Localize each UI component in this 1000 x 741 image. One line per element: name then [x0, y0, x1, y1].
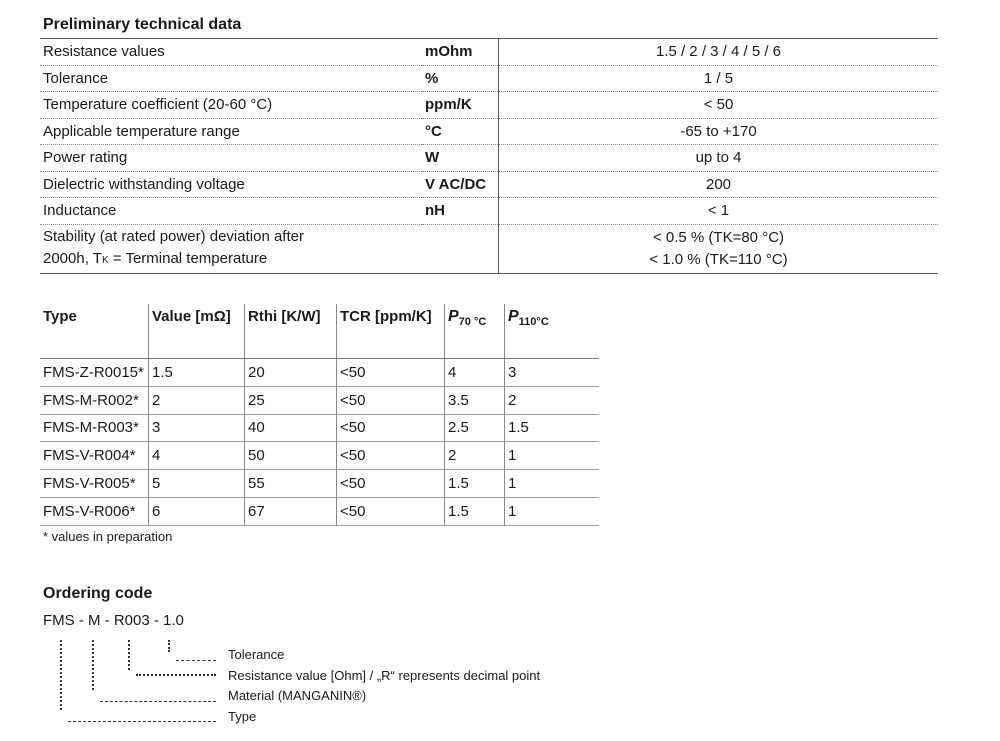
type-leader — [60, 640, 62, 710]
cell-p110: 1 — [505, 442, 600, 470]
tech-value: 1.5 / 2 / 3 / 4 / 5 / 6 — [499, 39, 939, 66]
tech-unit: % — [422, 65, 499, 92]
tech-unit — [422, 224, 499, 273]
cell-rthi: 50 — [245, 442, 337, 470]
tech-value: < 1 — [499, 198, 939, 225]
table-row — [40, 442, 599, 470]
col-tcr: TCR [ppm/K] — [337, 304, 445, 359]
tech-unit: °C — [422, 118, 499, 145]
tolerance-leader-h — [176, 660, 216, 661]
type-table — [40, 304, 599, 526]
cell-type: FMS-V-R006* — [40, 497, 149, 525]
label-resistance: Resistance value [Ohm] / „R“ represents decimal point — [228, 668, 541, 683]
cell-type: FMS-M-R003* — [40, 414, 149, 442]
label-tolerance: Tolerance — [228, 647, 285, 662]
cell-tcr: <50 — [337, 359, 445, 387]
tech-row — [40, 118, 938, 145]
cell-tcr: <50 — [337, 414, 445, 442]
cell-tcr: <50 — [337, 470, 445, 498]
type-leader-h — [68, 721, 216, 722]
col-type: Type — [40, 304, 149, 359]
tech-unit: V AC/DC — [422, 171, 499, 198]
col-value: Value [mΩ] — [149, 304, 245, 359]
label-material: Material (MANGANIN®) — [228, 688, 367, 703]
tech-param: Stability (at rated power) deviation after 2000h, TK = Terminal temperature — [40, 224, 422, 273]
table-row — [40, 414, 599, 442]
cell-type: FMS-V-R005* — [40, 470, 149, 498]
footnote: * values in preparation — [43, 529, 173, 544]
cell-p70: 4 — [445, 359, 505, 387]
cell-value: 5 — [149, 470, 245, 498]
tech-row — [40, 198, 938, 225]
tech-row — [40, 39, 938, 66]
tech-value: < 50 — [499, 92, 939, 119]
cell-p110: 1.5 — [505, 414, 600, 442]
cell-type: FMS-Z-R0015* — [40, 359, 149, 387]
tech-unit: nH — [422, 198, 499, 225]
cell-tcr: <50 — [337, 442, 445, 470]
tech-value: 1 / 5 — [499, 65, 939, 92]
tech-param: Dielectric withstanding voltage — [40, 171, 422, 198]
cell-p110: 2 — [505, 386, 600, 414]
tech-row — [40, 145, 938, 172]
cell-p70: 1.5 — [445, 497, 505, 525]
cell-type: FMS-V-R004* — [40, 442, 149, 470]
tech-row — [40, 171, 938, 198]
tech-param: Applicable temperature range — [40, 118, 422, 145]
material-leader — [92, 640, 94, 690]
cell-rthi: 20 — [245, 359, 337, 387]
cell-tcr: <50 — [337, 497, 445, 525]
table-row — [40, 497, 599, 525]
resistance-leader-h — [136, 674, 216, 676]
ordering-code: FMS - M - R003 - 1.0 — [43, 612, 184, 629]
cell-value: 1.5 — [149, 359, 245, 387]
cell-value: 6 — [149, 497, 245, 525]
table-row — [40, 386, 599, 414]
cell-p70: 2 — [445, 442, 505, 470]
tech-unit: mOhm — [422, 39, 499, 66]
tech-param: Inductance — [40, 198, 422, 225]
cell-p70: 1.5 — [445, 470, 505, 498]
cell-rthi: 25 — [245, 386, 337, 414]
cell-p70: 2.5 — [445, 414, 505, 442]
tech-param: Tolerance — [40, 65, 422, 92]
table-row — [40, 470, 599, 498]
tolerance-leader — [168, 640, 170, 652]
ordering-code-title: Ordering code — [43, 585, 153, 602]
cell-value: 2 — [149, 386, 245, 414]
cell-value: 3 — [149, 414, 245, 442]
tech-data-table — [40, 38, 938, 274]
tech-row — [40, 92, 938, 119]
cell-tcr: <50 — [337, 386, 445, 414]
tech-value: < 0.5 % (TK=80 °C) < 1.0 % (TK=110 °C) — [499, 224, 939, 273]
table-row — [40, 359, 599, 387]
col-rthi: Rthi [K/W] — [245, 304, 337, 359]
cell-p110: 1 — [505, 470, 600, 498]
tech-unit: ppm/K — [422, 92, 499, 119]
col-p70: $P_{70 ^\circ C}$ — [445, 304, 505, 359]
cell-value: 4 — [149, 442, 245, 470]
cell-type: FMS-M-R002* — [40, 386, 149, 414]
tech-row — [40, 65, 938, 92]
type-table-header — [40, 304, 599, 359]
tech-param: Temperature coefficient (20-60 °C) — [40, 92, 422, 119]
cell-rthi: 67 — [245, 497, 337, 525]
tech-value: -65 to +170 — [499, 118, 939, 145]
tech-row-stability — [40, 224, 938, 273]
label-type: Type — [228, 709, 257, 724]
cell-p70: 3.5 — [445, 386, 505, 414]
tech-unit: W — [422, 145, 499, 172]
resistance-leader — [128, 640, 130, 670]
cell-p110: 3 — [505, 359, 600, 387]
tech-data-title: Preliminary technical data — [43, 16, 242, 33]
cell-rthi: 40 — [245, 414, 337, 442]
tech-value: 200 — [499, 171, 939, 198]
cell-p110: 1 — [505, 497, 600, 525]
material-leader-h — [100, 701, 216, 702]
tech-param: Power rating — [40, 145, 422, 172]
tech-param: Resistance values — [40, 39, 422, 66]
cell-rthi: 55 — [245, 470, 337, 498]
tech-value: up to 4 — [499, 145, 939, 172]
col-p110: $P_{110^\circ C}$ — [505, 304, 600, 359]
